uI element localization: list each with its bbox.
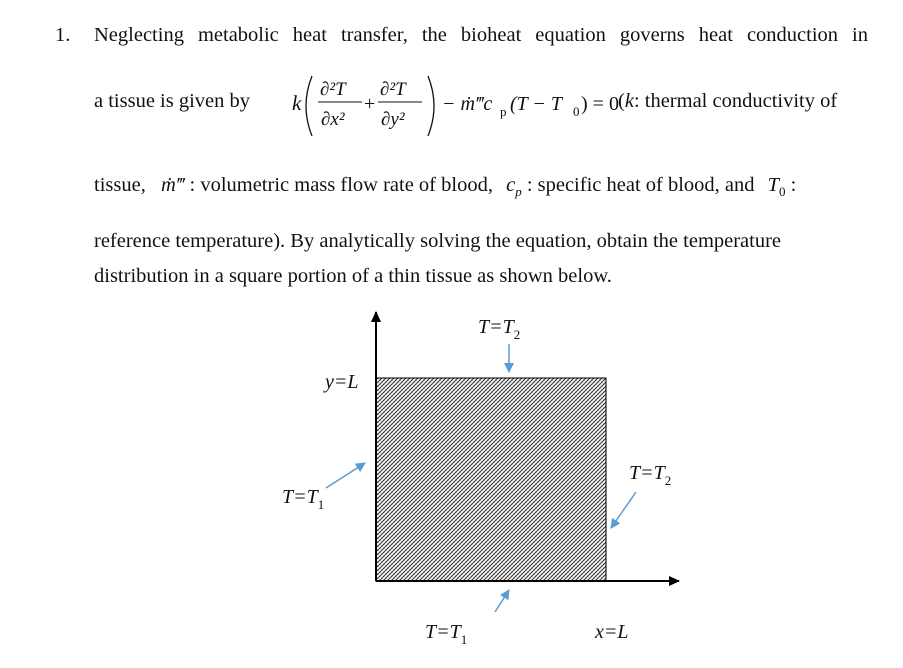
eq-k: k [292,91,302,115]
left-boundary-label: $T=T_1$ [282,486,325,512]
bioheat-equation [290,70,619,146]
eq-zero-subscript: 0 [573,104,580,119]
symbol-k: k [624,90,634,112]
symbol-t0: $T_0$ [767,174,786,200]
eq-denominator-1: ∂x² [321,109,345,130]
problem-line-5: distribution in a square portion of a thin tissue as shown below. [94,265,612,287]
left-boundary-arrow [326,463,365,488]
eq-p-subscript: p [500,104,507,119]
eq-numerator-1: ∂²T [320,79,346,100]
eq-equals-zero: ) = 0 [581,93,619,115]
problem-line-2-right: (k: thermal conductivity of [618,90,838,112]
right-boundary-label: $T=T_2$ [629,462,672,488]
problem-line-2-left: a tissue is given by [94,90,251,112]
eq-numerator-2: ∂²T [380,79,406,100]
problem-number: 1. [55,24,71,46]
eq-right-paren [428,76,434,136]
bottom-boundary-label: $T=T_1$ [425,621,468,647]
top-boundary-label: $T=T_2$ [478,316,521,342]
problem-line-1: Neglecting metabolic heat transfer, the bioheat equation governs heat conduction in [94,24,868,46]
tissue-square [376,378,606,581]
bottom-boundary-arrow [495,590,509,612]
problem-statement [0,0,903,300]
symbol-mass-flow: ṁ‴ [160,174,185,196]
square-tissue-diagram [0,300,903,668]
symbol-cp: $c_p$ [506,174,522,200]
eq-mass-flow-term: − ṁ‴c [442,93,493,115]
problem-line-4: reference temperature). By analytically solving the equation, obtain the temperature [94,230,782,252]
eq-temperature-diff: (T − T [510,93,563,115]
eq-plus: + [364,93,376,115]
problem-line-3: tissue, ṁ‴ : volumetric mass flow rate of blood, $c_p$ : specific heat of blood, and $T_0$ : [94,174,797,200]
eq-left-paren [306,76,312,136]
eq-denominator-2: ∂y² [381,109,405,130]
problem-line-2 [94,70,868,140]
x-equals-l-label: x=L [595,621,629,643]
right-boundary-arrow [611,492,636,528]
y-equals-l-label: y=L [325,371,359,393]
